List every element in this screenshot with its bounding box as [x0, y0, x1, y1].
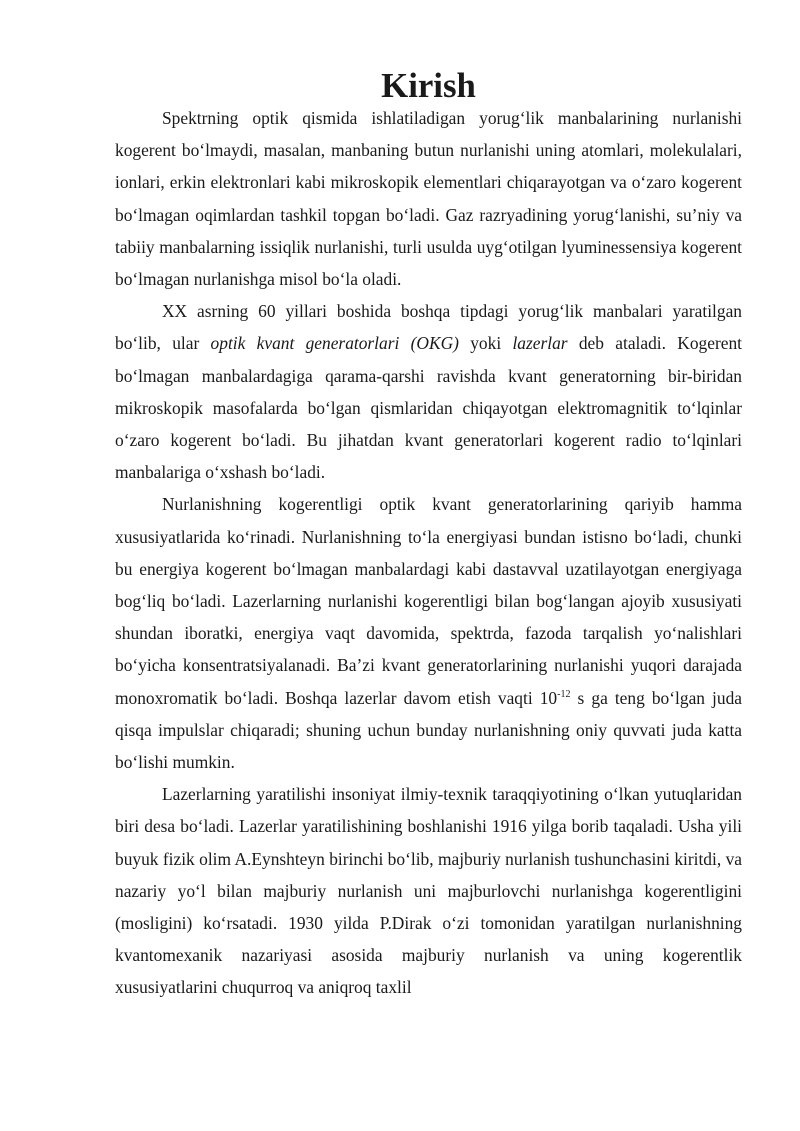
page-title: Kirish: [381, 66, 476, 105]
term-lazerlar: lazerlar: [512, 333, 568, 354]
paragraph-1: Spektrning optik qismida ishlatiladigan yorug‘lik manbalarining nurlanishi kogerent bo‘lmaydi, masalan, manbaning butun nurlanishi uning atomlari, molekulalari, ionlari, erkin elektronlari kabi mikroskopik elementlari chiqarayotgan va o‘zaro kogerent bo‘lmagan oqimlardan tashkil topgan bo‘ladi. Gaz razryadining yorug‘lanishi, su’niy va tabiiy manbalarning issiqlik nurlanishi, turli usulda uyg‘otilgan lyuminessensiya kogerent bo‘lmagan nurlanishga misol bo‘la oladi.: [115, 108, 742, 290]
paragraph-2: [115, 295, 742, 488]
exponent: -12: [557, 688, 571, 700]
paragraph-2-text-a: XX asrning 60 yillari boshida boshqa tipdagi yorug‘lik manbalari yaratilgan bo‘lib, ular: [115, 301, 742, 354]
document-page: [115, 66, 742, 1004]
paragraph-3-text-a: Nurlanishning kogerentligi optik kvant generatorlarining qariyib hamma xususiyatlarida ko‘rinadi. Nurlanishning to‘la energiyasi bundan istisno bo‘ladi, chunki bu energiya kogerent bo‘lmagan manbalardagi kabi dastavval uzatilayotgan energiyaga bog‘liq bo‘ladi. Lazerlarning nurlanishi kogerentligi bilan bog‘langan ajoyib xususiyati shundan iboratki, energiya vaqt davomida, spektrda, fazoda tarqalish yo‘nalishlari bo‘yicha konsentratsiyalanadi. Ba’zi kvant generatorlarining nurlanishi yuqori darajada monoxromatik bo‘ladi. Boshqa lazerlar davom etish vaqti 10: [115, 494, 742, 708]
paragraph-3: [115, 488, 742, 778]
paragraph-4: Lazerlarning yaratilishi insoniyat ilmiy-texnik taraqqiyotining o‘lkan yutuqlaridan biri desa bo‘ladi. Lazerlar yaratilishining boshlanishi 1916 yilga borib taqaladi. Usha yili buyuk fizik olim A.Eynshteyn birinchi bo‘lib, majburiy nurlanish tushunchasini kiritdi, va nazariy yo‘l bilan majburiy nurlanish uni majburlovchi nurlanishga kogerentligini (mosligini) ko‘rsatadi. 1930 yilda P.Dirak o‘zi tomonidan yaratilgan nurlanishning kvantomexanik nazariyasi asosida majburiy nurlanish va uning kogerentlik xususiyatlarini chuqurroq va aniqroq taxlil: [115, 784, 742, 998]
paragraph-2-text-e: deb ataladi. Kogerent bo‘lmagan manbalardagiga qarama-qarshi ravishda kvant generatorning bir-biridan mikroskopik masofalarda bo‘lgan qismlaridan chiqayotgan elektromagnitik to‘lqinlar o‘zaro kogerent bo‘ladi. Bu jihatdan kvant generatorlari kogerent radio to‘lqinlari manbalariga o‘xshash bo‘ladi.: [115, 333, 742, 483]
term-okg: optik kvant generatorlari (OKG): [210, 333, 459, 354]
paragraph-2-text-c: yoki: [458, 333, 513, 354]
paragraph-3-text-b: s ga teng bo‘lgan juda qisqa impulslar chiqaradi; shuning uchun bunday nurlanishning oniy quvvati juda katta bo‘lishi mumkin.: [115, 687, 742, 773]
